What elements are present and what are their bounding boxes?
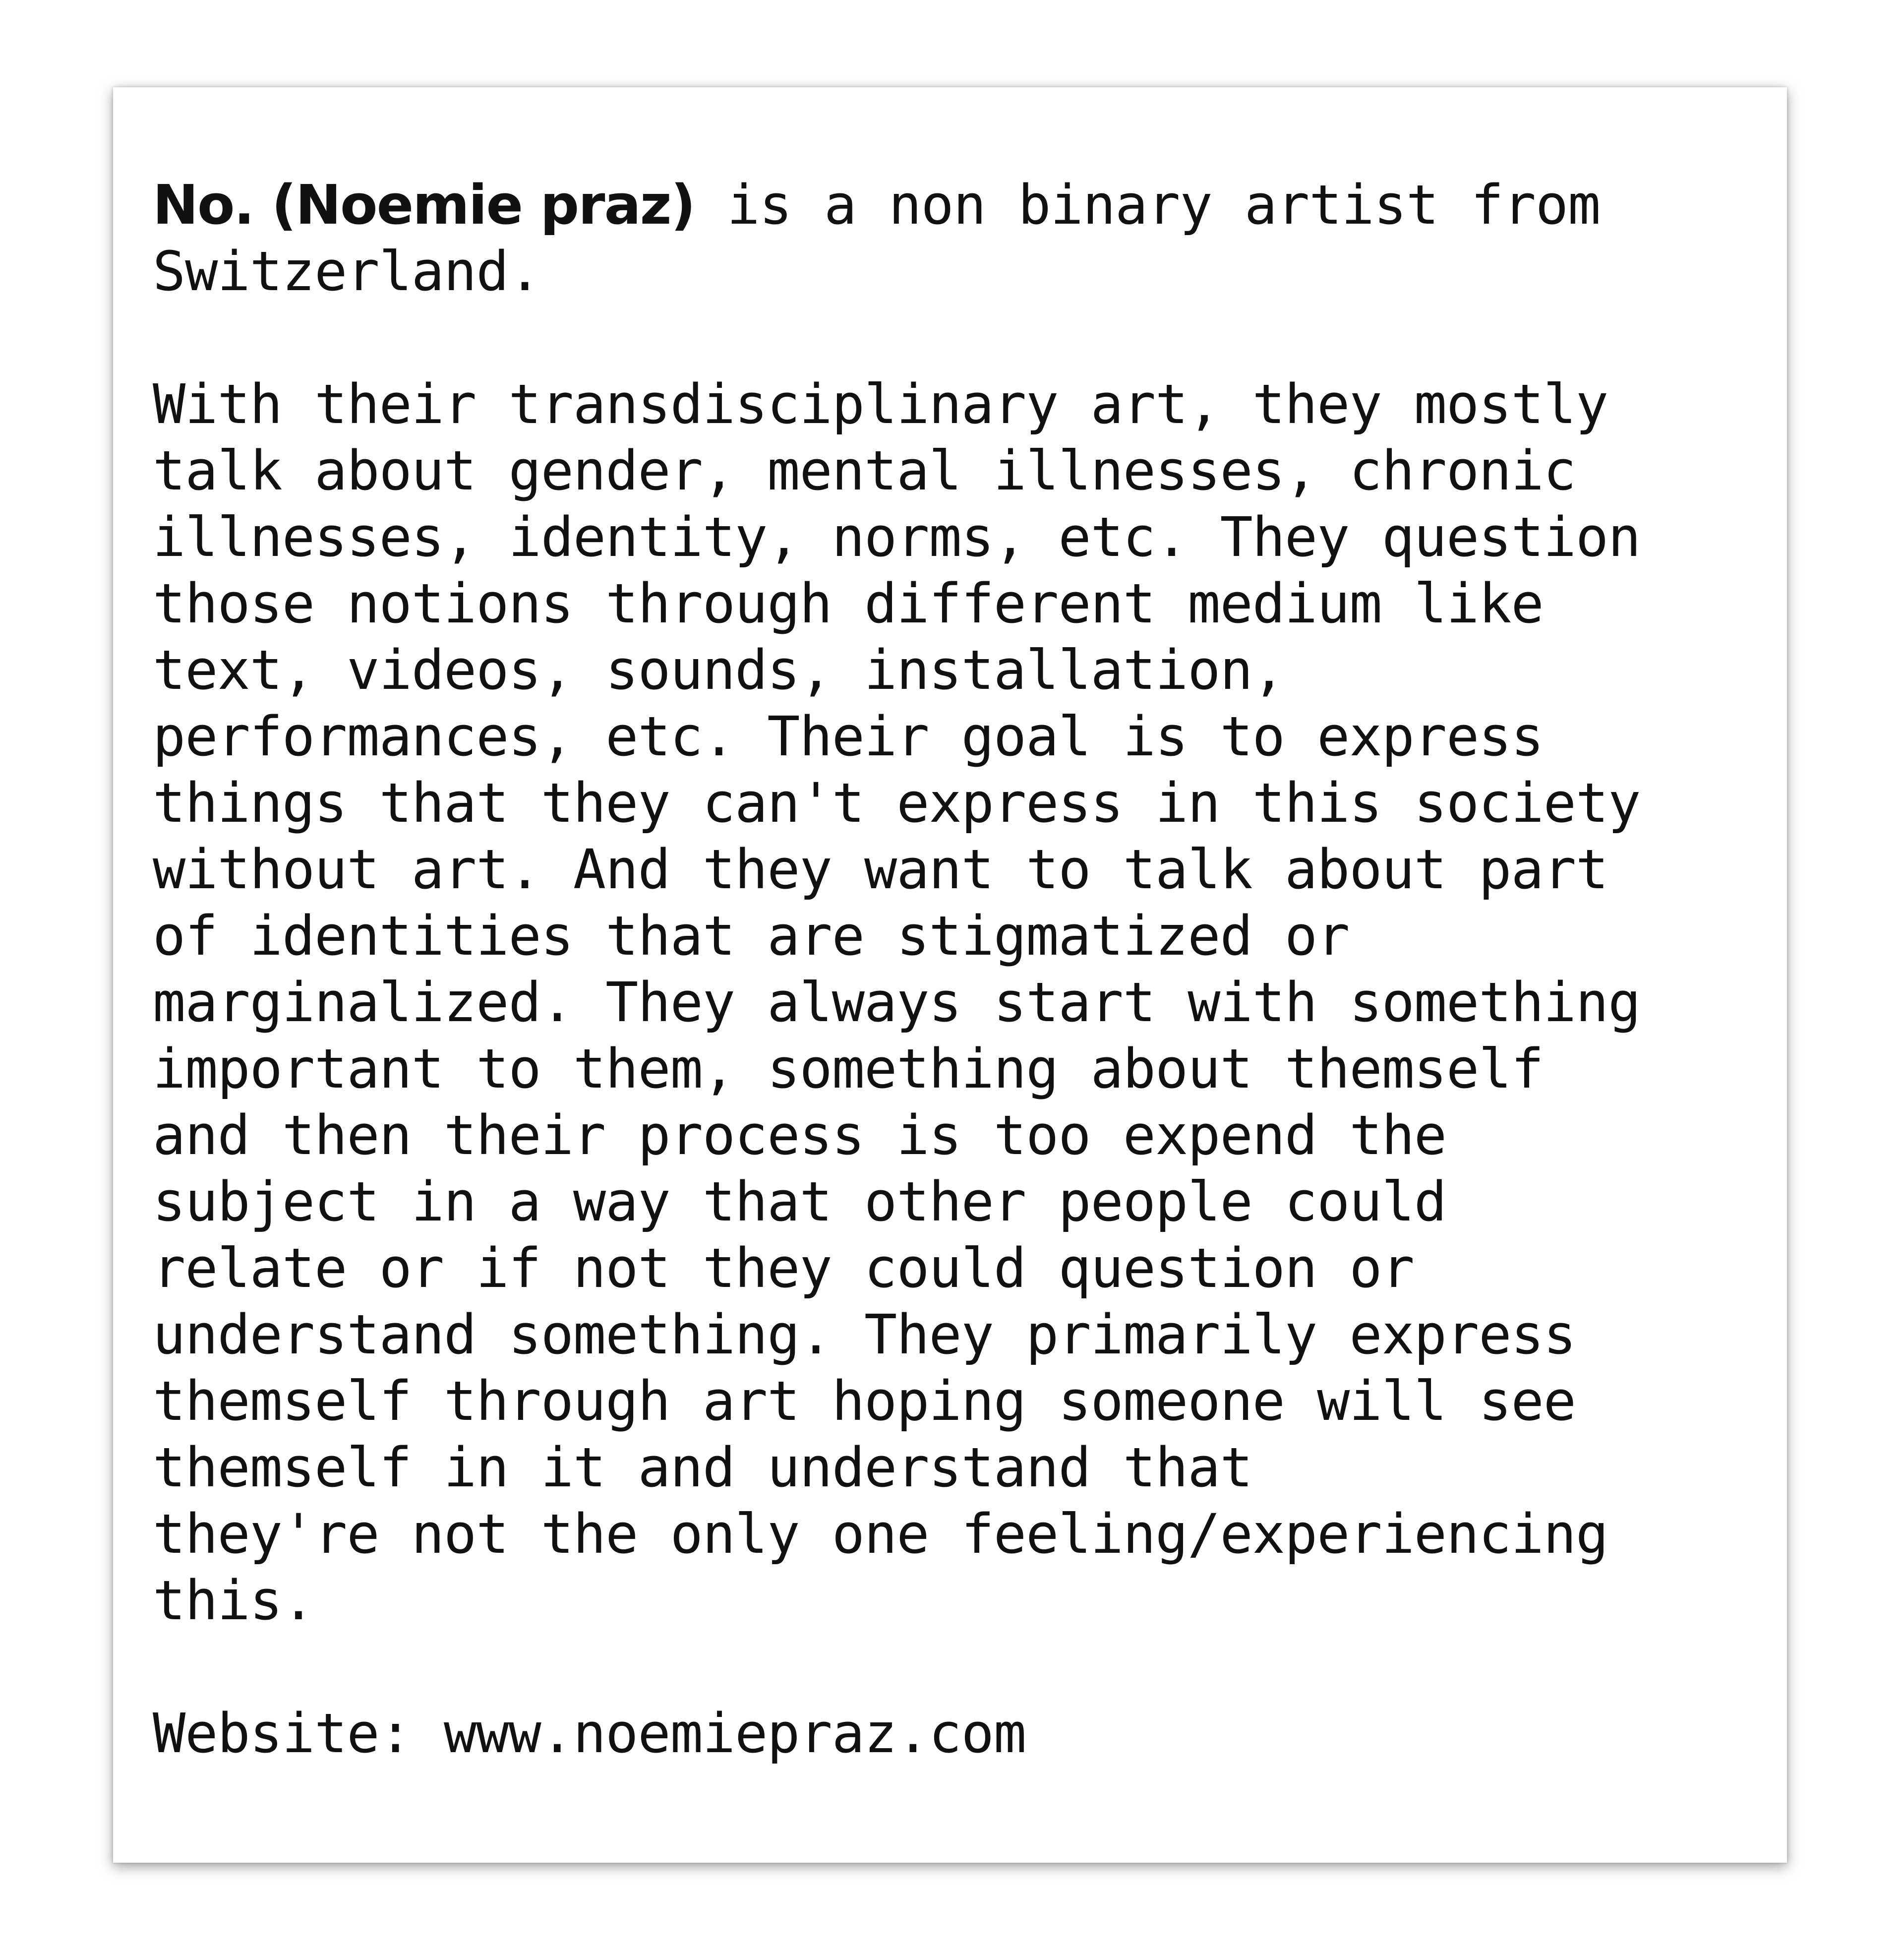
description-paragraph [153, 371, 1769, 1634]
artist-name: No. (Noemie praz) [153, 173, 695, 237]
intro-paragraph [153, 172, 1769, 305]
description-line: performances, etc. Their goal is to express [153, 705, 1544, 768]
intro-line-2: Switzerland. [153, 240, 541, 303]
website-line [153, 1700, 1769, 1767]
website-paragraph [153, 1700, 1769, 1767]
description-line: they're not the only one feeling/experiencing [153, 1502, 1608, 1566]
description-line: illnesses, identity, norms, etc. They question [153, 505, 1641, 569]
description-line: relate or if not they could question or [153, 1236, 1414, 1300]
description-line: and then their process is too expend the [153, 1103, 1447, 1167]
description-line: With their transdisciplinary art, they mostly [153, 372, 1608, 436]
description-line: themself through art hoping someone will see [153, 1369, 1576, 1433]
description-line: understand something. They primarily express [153, 1303, 1576, 1366]
intro-line-1 [153, 172, 1769, 238]
bio-text [153, 172, 1769, 1767]
description-line: important to them, something about themself [153, 1037, 1544, 1100]
website-link[interactable]: www.noemiepraz.com [444, 1702, 1026, 1765]
description-line: text, videos, sounds, installation, [153, 638, 1285, 702]
description-line: marginalized. They always start with something [153, 971, 1641, 1034]
bio-card [113, 87, 1787, 1863]
paragraph-gap [153, 305, 1769, 371]
description-line: things that they can't express in this society [153, 771, 1641, 835]
paragraph-gap [153, 1634, 1769, 1700]
intro-line-1-text: is a non binary artist from [694, 173, 1601, 237]
description-line: subject in a way that other people could [153, 1170, 1447, 1233]
website-label: Website: [153, 1702, 412, 1765]
description-line: talk about gender, mental illnesses, chronic [153, 439, 1576, 502]
description-line: without art. And they want to talk about part [153, 838, 1608, 901]
description-line: this. [153, 1569, 315, 1632]
description-line: those notions through different medium like [153, 572, 1544, 635]
description-line: of identities that are stigmatized or [153, 904, 1350, 968]
description-line: themself in it and understand that [153, 1436, 1252, 1499]
